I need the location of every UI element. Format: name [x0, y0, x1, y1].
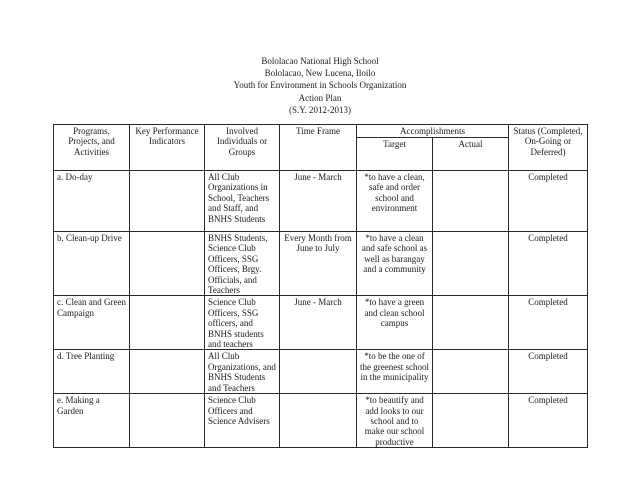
- school-name: Bololacao National High School: [261, 56, 379, 66]
- header-accomplishments: Accomplishments: [357, 125, 509, 138]
- table-row: [54, 394, 588, 448]
- program-cell: d. Tree Planting: [54, 350, 130, 394]
- kpi-cell: [130, 296, 205, 350]
- target-cell: *to have a green and clean school campus: [357, 296, 433, 350]
- involved-cell: Science Club Officers and Science Advisers: [205, 394, 280, 448]
- header-programs: Programs, Projects, and Activities: [54, 125, 130, 171]
- status-cell: Completed: [509, 171, 588, 232]
- header-time-frame: Time Frame: [280, 125, 357, 171]
- involved-cell: Science Club Officers, SSG officers, and BNHS students and teachers: [205, 296, 280, 350]
- program-cell: a. Do-day: [54, 171, 130, 232]
- school-location: Bololacao, New Lucena, Iloilo: [264, 68, 376, 79]
- header-involved: Involved Individuals or Groups: [205, 125, 280, 171]
- kpi-cell: [130, 350, 205, 394]
- kpi-cell: [130, 171, 205, 232]
- program-cell: b. Clean-up Drive: [54, 232, 130, 296]
- organization-name: Youth for Environment in Schools Organization: [233, 80, 407, 91]
- target-cell: *to have a clean and safe school as well as barangay and a community: [357, 232, 433, 296]
- school-year: (S.Y. 2012-2013): [288, 104, 352, 115]
- actual-cell: [433, 171, 509, 232]
- document-header: [0, 55, 640, 116]
- target-cell: *to have a clean, safe and order school and environment: [357, 171, 433, 232]
- time-frame-cell: [280, 394, 357, 448]
- actual-cell: [433, 232, 509, 296]
- actual-cell: [433, 350, 509, 394]
- involved-cell: BNHS Students, Science Club Officers, SSG Officers, Brgy. Officials, and Teachers: [205, 232, 280, 296]
- kpi-cell: [130, 232, 205, 296]
- action-plan-table: [53, 124, 588, 448]
- status-cell: Completed: [509, 232, 588, 296]
- actual-cell: [433, 296, 509, 350]
- involved-cell: All Club Organizations in School, Teachers and Staff, and BNHS Students: [205, 171, 280, 232]
- time-frame-cell: [280, 350, 357, 394]
- header-target: Target: [357, 138, 433, 171]
- table-row: [54, 350, 588, 394]
- status-cell: Completed: [509, 394, 588, 448]
- table-header-row: [54, 125, 588, 138]
- status-cell: Completed: [509, 296, 588, 350]
- program-cell: c. Clean and Green Campaign: [54, 296, 130, 350]
- header-actual: Actual: [433, 138, 509, 171]
- table-row: [54, 232, 588, 296]
- time-frame-cell: June - March: [280, 296, 357, 350]
- document-title: Action Plan: [298, 92, 342, 103]
- involved-cell: All Club Organizations, and BNHS Students and Teachers: [205, 350, 280, 394]
- time-frame-cell: June - March: [280, 171, 357, 232]
- actual-cell: [433, 394, 509, 448]
- table-row: [54, 171, 588, 232]
- target-cell: *to be the one of the greenest school in the municipality: [357, 350, 433, 394]
- target-cell: *to beautify and add looks to our school and to make our school productive: [357, 394, 433, 448]
- program-cell: e. Making a Garden: [54, 394, 130, 448]
- header-kpi: Key Performance Indicators: [130, 125, 205, 171]
- status-cell: Completed: [509, 350, 588, 394]
- kpi-cell: [130, 394, 205, 448]
- header-status: Status (Completed, On-Going or Deferred): [509, 125, 588, 171]
- time-frame-cell: Every Month from June to July: [280, 232, 357, 296]
- table-row: [54, 296, 588, 350]
